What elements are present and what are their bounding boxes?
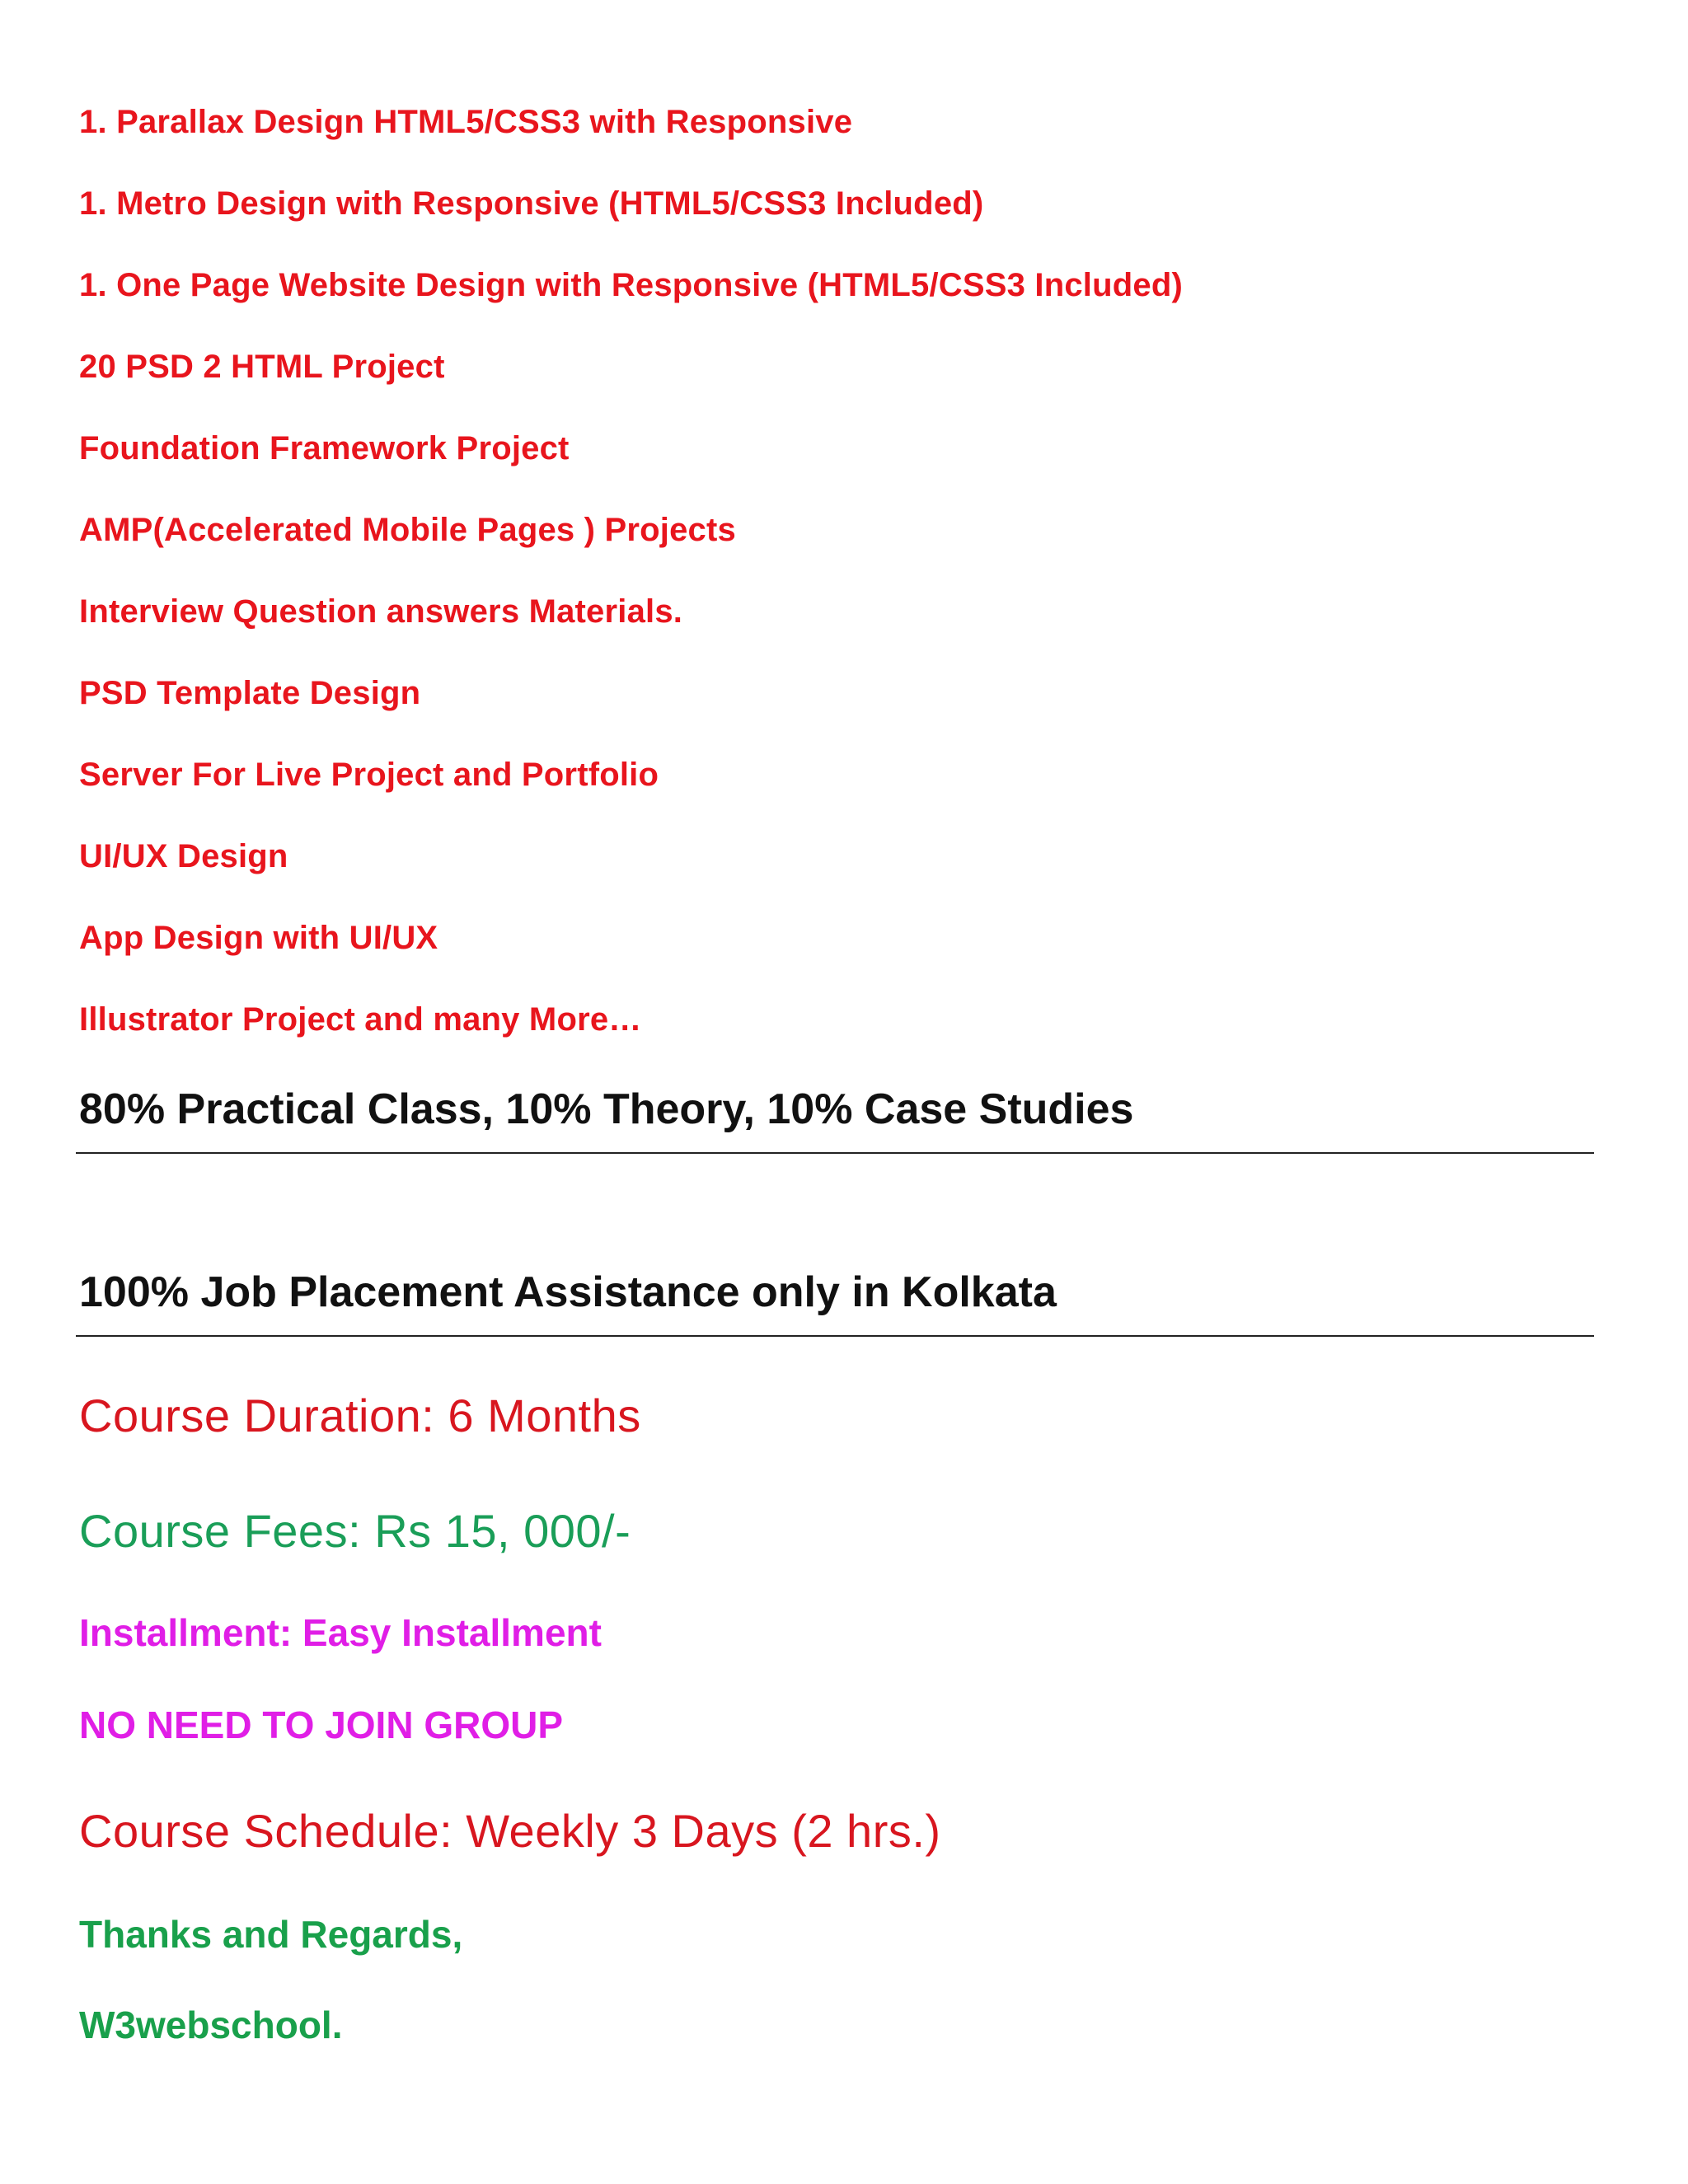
project-item: Server For Live Project and Portfolio: [79, 757, 659, 793]
placement-heading: 100% Job Placement Assistance only in Kolkata: [79, 1268, 1057, 1316]
project-item: UI/UX Design: [79, 838, 288, 874]
course-schedule: Course Schedule: Weekly 3 Days (2 hrs.): [79, 1805, 941, 1857]
installment-info: Installment: Easy Installment: [79, 1611, 602, 1654]
practical-heading: 80% Practical Class, 10% Theory, 10% Case Studies: [79, 1085, 1134, 1133]
project-item: 1. Metro Design with Responsive (HTML5/CSS3 Included): [79, 185, 984, 222]
heading-divider: [76, 1152, 1594, 1154]
project-item: Interview Question answers Materials.: [79, 593, 683, 630]
heading-divider: [76, 1335, 1594, 1337]
project-item: 1. Parallax Design HTML5/CSS3 with Responsive: [79, 104, 853, 140]
course-fees: Course Fees: Rs 15, 000/-: [79, 1505, 631, 1557]
project-item: App Design with UI/UX: [79, 920, 438, 956]
project-item: Illustrator Project and many More…: [79, 1001, 642, 1038]
no-group-notice: NO NEED TO JOIN GROUP: [79, 1704, 564, 1746]
project-item: 1. One Page Website Design with Responsive (HTML5/CSS3 Included): [79, 267, 1183, 303]
project-item: Foundation Framework Project: [79, 430, 570, 466]
closing-thanks: Thanks and Regards,: [79, 1913, 463, 1956]
project-item: AMP(Accelerated Mobile Pages ) Projects: [79, 512, 736, 548]
project-item: 20 PSD 2 HTML Project: [79, 349, 445, 385]
signature: W3webschool.: [79, 2004, 343, 2046]
course-duration: Course Duration: 6 Months: [79, 1390, 641, 1441]
project-item: PSD Template Design: [79, 675, 421, 711]
